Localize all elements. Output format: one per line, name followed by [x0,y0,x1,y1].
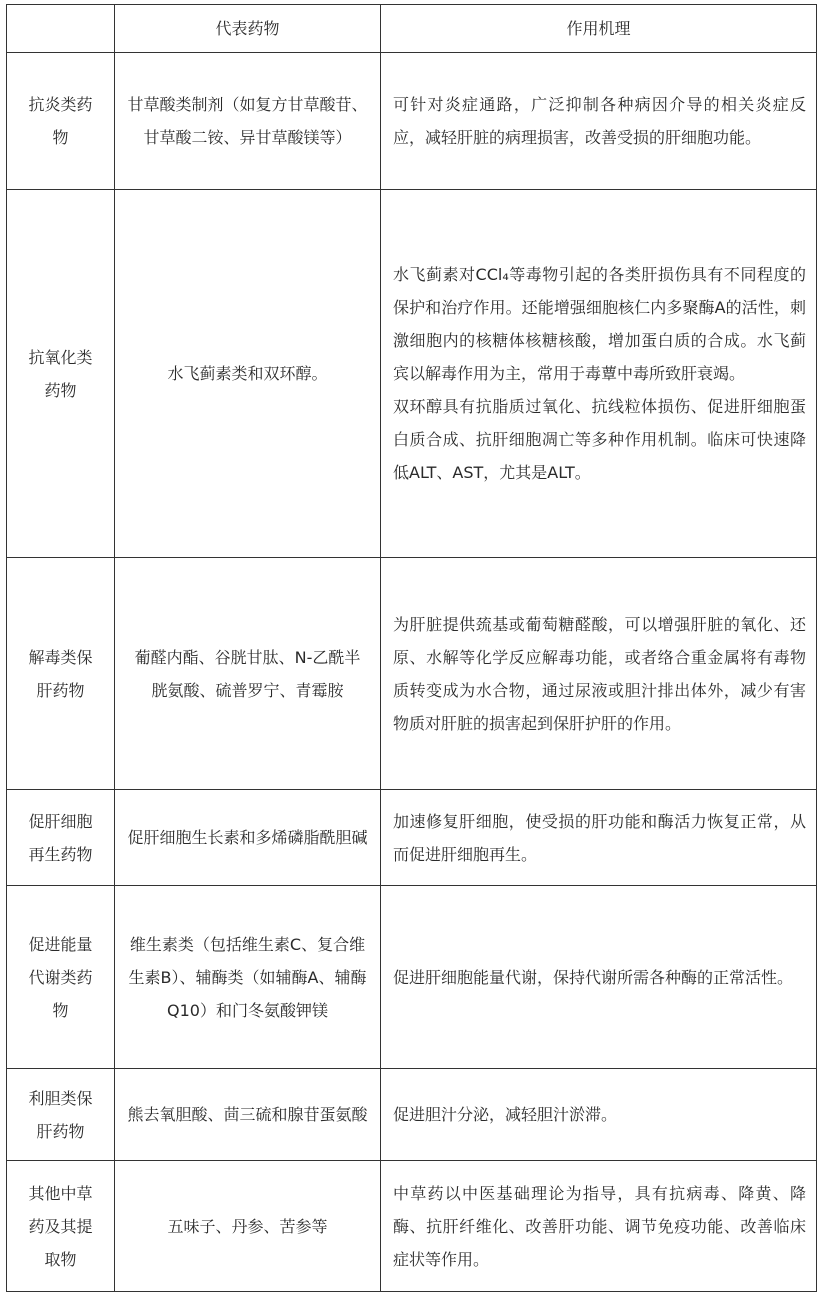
table-row [7,558,817,790]
table-row [7,1069,817,1161]
category-cell: 解毒类保肝药物 [7,558,115,790]
header-mechanism: 作用机理 [381,5,817,53]
drugs-cell: 五味子、丹参、苦参等 [115,1161,381,1292]
category-cell: 促进能量代谢类药物 [7,886,115,1069]
mechanism-cell [381,886,817,1069]
drugs-cell: 葡醛内酯、谷胱甘肽、N-乙酰半胱氨酸、硫普罗宁、青霉胺 [115,558,381,790]
drugs-cell: 甘草酸类制剂（如复方甘草酸苷、甘草酸二铵、异甘草酸镁等） [115,53,381,190]
header-row [7,5,817,53]
category-cell: 抗炎类药物 [7,53,115,190]
mechanism-cell [381,190,817,558]
drugs-cell: 维生素类（包括维生素C、复合维生素B）、辅酶类（如辅酶A、辅酶Q10）和门冬氨酸钾镁 [115,886,381,1069]
mechanism-text: 水飞蓟素对CCl₄等毒物引起的各类肝损伤具有不同程度的保护和治疗作用。还能增强细胞核仁内多聚酶A的活性，刺激细胞内的核糖体核糖核酸，增加蛋白质的合成。水飞蓟宾以解毒作用为主，常用于毒蕈中毒所致肝衰竭。 [393,265,806,383]
category-cell: 抗氧化类药物 [7,190,115,558]
mechanism-cell [381,1161,817,1292]
mechanism-cell [381,790,817,886]
mechanism-cell [381,558,817,790]
mechanism-text: 中草药以中医基础理论为指导，具有抗病毒、降黄、降酶、抗肝纤维化、改善肝功能、调节免疫功能、改善临床症状等作用。 [393,1183,806,1269]
category-cell: 利胆类保肝药物 [7,1069,115,1161]
drugs-cell: 水飞蓟素类和双环醇。 [115,190,381,558]
mechanism-text: 促进肝细胞能量代谢，保持代谢所需各种酶的正常活性。 [393,967,794,987]
mechanism-text: 加速修复肝细胞，使受损的肝功能和酶活力恢复正常，从而促进肝细胞再生。 [393,811,806,864]
drugs-cell: 熊去氧胆酸、茴三硫和腺苷蛋氨酸 [115,1069,381,1161]
drugs-cell: 促肝细胞生长素和多烯磷脂酰胆碱 [115,790,381,886]
category-cell: 其他中草药及其提取物 [7,1161,115,1292]
mechanism-cell [381,1069,817,1161]
mechanism-cell [381,53,817,190]
category-cell: 促肝细胞再生药物 [7,790,115,886]
mechanism-text: 为肝脏提供巯基或葡萄糖醛酸，可以增强肝脏的氧化、还原、水解等化学反应解毒功能，或者络合重金属将有毒物质转变成为水合物，通过尿液或胆汁排出体外，减少有害物质对肝脏的损害起到保肝护肝的作用。 [393,614,806,733]
table-row [7,790,817,886]
header-category [7,5,115,53]
table-row [7,190,817,558]
table-row [7,886,817,1069]
table-row [7,53,817,190]
mechanism-text: 双环醇具有抗脂质过氧化、抗线粒体损伤、促进肝细胞蛋白质合成、抗肝细胞凋亡等多种作用机制。临床可快速降低ALT、AST，尤其是ALT。 [393,397,806,482]
mechanism-text: 可针对炎症通路，广泛抑制各种病因介导的相关炎症反应，减轻肝脏的病理损害，改善受损的肝细胞功能。 [393,95,806,147]
liver-drug-table [6,4,817,1292]
header-drugs: 代表药物 [115,5,381,53]
mechanism-text: 促进胆汁分泌，减轻胆汁淤滞。 [393,1105,618,1124]
table-row [7,1161,817,1292]
